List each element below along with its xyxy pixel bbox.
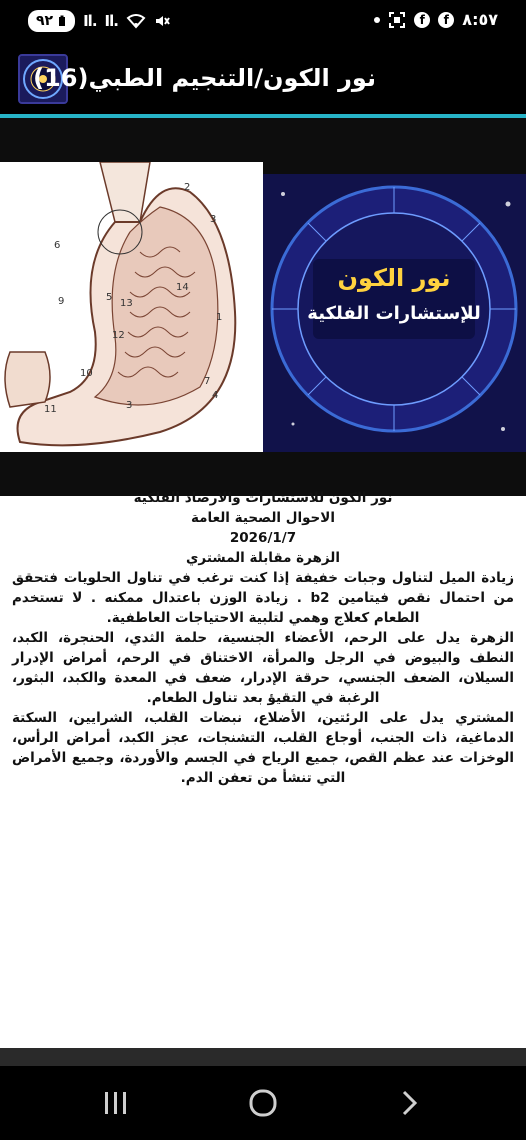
post-image[interactable] (0, 118, 526, 496)
recent-apps-icon (102, 1090, 130, 1116)
post-text (0, 490, 526, 1048)
clock: ٨:٥٧ (462, 10, 498, 29)
wifi-icon (126, 13, 146, 29)
app-header (0, 44, 526, 114)
home-button[interactable] (233, 1084, 293, 1122)
facebook-icon: f (414, 12, 430, 28)
diagram-label: 3 (210, 214, 217, 225)
facebook-icon-2: f (438, 12, 454, 28)
home-icon (248, 1088, 278, 1118)
diagram-label: 7 (204, 376, 211, 387)
signal-strength-icon: Il. (83, 12, 97, 30)
bottom-divider (0, 1048, 526, 1066)
poster-subtitle: للإستشارات الفلكية (307, 303, 481, 324)
poster-title: نور الكون (337, 264, 451, 292)
diagram-label: 12 (112, 330, 125, 341)
diagram-label: 6 (54, 240, 61, 251)
battery-indicator (28, 10, 75, 32)
status-left (28, 10, 170, 32)
diagram-label: 2 (184, 182, 191, 193)
diagram-label: 5 (106, 292, 113, 303)
diagram-label: 14 (176, 282, 189, 293)
back-button[interactable] (380, 1084, 440, 1122)
chevron-right-icon (400, 1089, 420, 1117)
stomach-diagram (0, 162, 263, 452)
diagram-label: 1 (216, 312, 223, 323)
battery-level: ٩٢ (36, 13, 54, 29)
screenshot-icon (388, 11, 406, 29)
astrology-poster (263, 174, 526, 452)
aspect-title: الزهرة مقابلة المشتري (186, 550, 340, 566)
diagram-label: 9 (58, 296, 65, 307)
paragraph-1: زيادة الميل لتناول وجبات خفيفة إذا كنت ترغب في تناول الحلويات فتحقق من احتمال نقص فيتامين b2 . زيادة الوزن باعتدال ممكنه . لا تستخدم الطعام كعلاج وهمي لتلبية الاحتياجات العاطفية. (12, 570, 514, 626)
diagram-label: 10 (80, 368, 93, 379)
diagram-label: 13 (120, 298, 133, 309)
stomach-anatomy-illustration (0, 162, 263, 452)
notification-dot-icon (374, 17, 380, 23)
system-nav-bar (0, 1066, 526, 1140)
status-bar (0, 0, 526, 44)
page-title: نور الكون/التنجيم الطبي(16) (33, 64, 376, 92)
diagram-label: 3 (126, 400, 133, 411)
zodiac-wheel-graphic (263, 174, 526, 452)
clipped-heading: نور الكون للاستشارات والارصاد الفلكية (133, 490, 393, 506)
signal-strength-icon-2: Il. (104, 12, 118, 30)
recent-apps-button[interactable] (86, 1084, 146, 1122)
battery-icon (57, 15, 67, 27)
diagram-label: 4 (212, 390, 219, 401)
paragraph-2: الزهرة يدل على الرحم، الأعضاء الجنسية، حلمة الثدي، الحنجرة، الكبد، النطف والبيوض في الرجل والمرأة، الاختناق في الرحم، أمراض الإدرار السيلان، الضعف الجنسي، حرقة الإدرار، ضعف في المعدة والكبد، البثور، الرغبة في التقيؤ بعد تناول الطعام. (12, 630, 514, 706)
diagram-label: 11 (44, 404, 57, 415)
section-title: الاحوال الصحية العامة (191, 510, 335, 526)
post-date: 2026/1/7 (229, 530, 297, 546)
status-right (374, 10, 498, 29)
mute-icon (154, 13, 170, 29)
paragraph-3: المشتري يدل على الرئتين، الأضلاع، نبضات القلب، الشرايين، السكتة الدماغية، ذات الجنب، أوجاع القلب، التشنجات، عجز الكبد، أمراض الرأس، الوخزات عند عظم القص، جميع الرياح في الجسم والأوردة، وجميع الأمراض التي تنشأ من تعفن الدم. (12, 710, 514, 786)
